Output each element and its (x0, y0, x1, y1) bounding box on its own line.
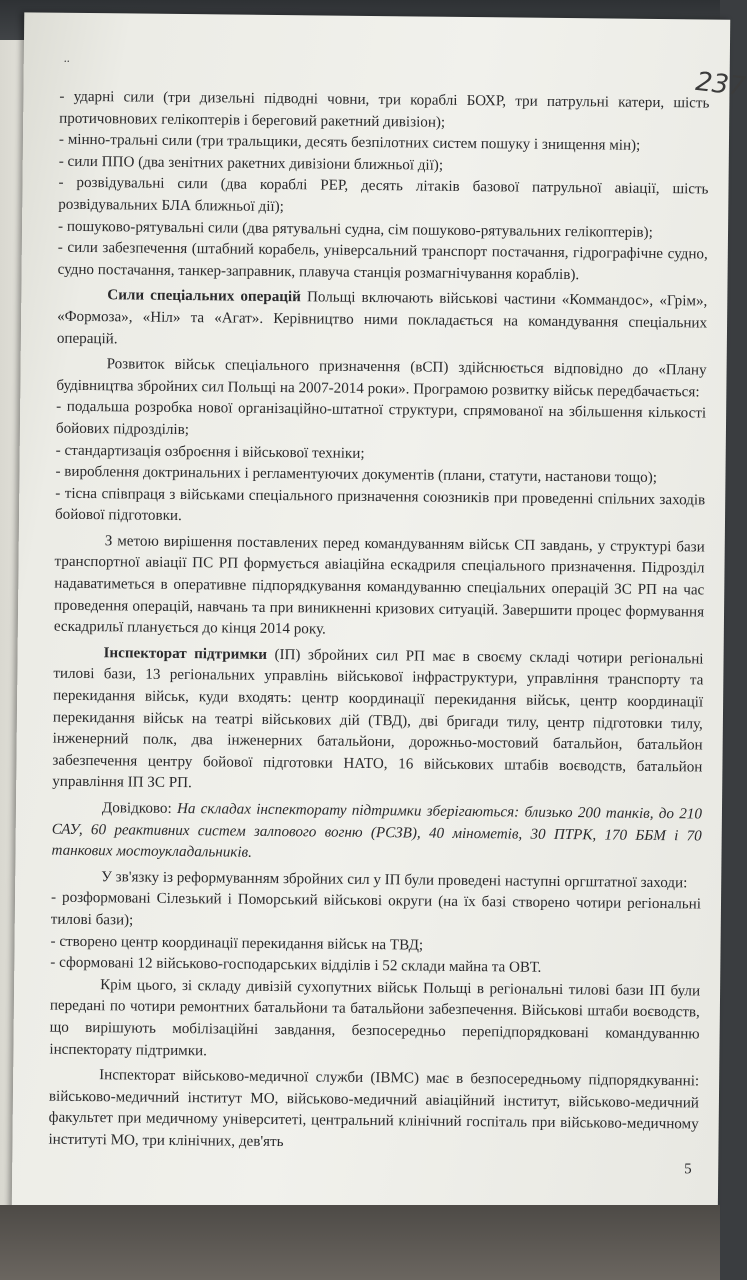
paragraph: - подальша розробка нової організаційно-штатної структури, спрямованої на збільшення кількості бойових підрозділів; (55, 399, 707, 438)
paragraph: - сформовані 12 військово-господарських відділів і 52 склади майна та ОВТ. (50, 954, 542, 976)
paragraph-special-ops (57, 285, 708, 357)
handwritten-page-number: 237 (694, 66, 747, 103)
document-page (12, 12, 747, 1219)
top-mark: .. (63, 50, 70, 65)
paragraph: - вироблення доктринальних і регламентуючих документів (плани, статути, настанови тощо); (55, 463, 658, 487)
paragraph: - створено центр координації перекидання військ на ТВД; (50, 933, 424, 954)
desk-background-bottom (0, 1205, 720, 1280)
paragraph: - пошуково-рятувальні сили (два рятувальні судна, сім пошуково-рятувальних гелікоптерів); (57, 218, 653, 241)
paragraph: У зв'язку із реформуванням збройних сил у ІП були проведені наступні оргштатної заходи: (101, 868, 688, 892)
paragraph-reference-note (51, 798, 702, 870)
paragraph: - розвідувальні сили (два кораблі РЕР, десять літаків базової патрульної авіації, шість розвідувальних БЛА ближньої дії); (58, 175, 709, 216)
paragraph: - сили ППО (два зенітних ракетних дивізіони ближньої дії); (58, 153, 444, 174)
page-body (48, 87, 709, 1158)
paragraph: Крім цього, зі складу дивізій сухопутних військ Польщі в регіональні тилові бази ІП були передані по чотири ремонтних батальйони та батальйони забезпечення. Військові штаби воєводств, що вирішують мобілізаційні завдання, безпосередньо перепідпорядковані командуванню інспекторату підтримки. (49, 976, 701, 1059)
page-number: 5 (684, 1161, 692, 1178)
paragraph-support-inspectorate (52, 643, 704, 801)
bold-heading: Інспекторат підтримки (103, 645, 268, 663)
paragraph: - ударні сили (три дизельні підводні човни, три кораблі БОХР, три патрульні катери, шість протичовнових гелікоптерів і береговий ракетний дивізіон); (59, 88, 710, 131)
paragraph-text: Польщі включають військові частини «Коммандос», «Грім», «Формоза», «Ніл» та «Агат». Керівництво ними покладається на командування спеціальних операцій. (56, 289, 708, 347)
paragraph: - мінно-тральні сили (три тральщики, десять безпілотних систем пошуку і знищення мін); (58, 131, 641, 154)
reference-text: На складах інспекторату підтримки зберігаються: близько 200 танків, до 210 САУ, 60 реактивних систем залпового вогню (РСЗВ), 40 мінометів, 30 ПТРК, 170 ББМ і 70 танкових мостоукладальників. (51, 800, 703, 861)
paragraph-text: (ІП) збройних сил РП має в своєму складі чотири регіональні тилові бази, 13 регіональних управлінь військової інфраструктури, управління транспорту та перекидання військ, куди входять: центр координації перекидання військ, центр координації перекидання військ на театрі військових дій (ТВД), дві бригади тилу, центр підготовки тилу, інженерний полк, два інженерних батальйони, дорожньо-мостовий батальйон, батальйон забезпечення центру бойової підготовки НАТО, 16 військових штабів воєводств, батальйон управління ІП ЗС РП. (52, 646, 704, 792)
paragraph: Розвиток військ спеціального призначення (вСП) здійснюється відповідно до «Плану будівництва збройних сил Польщі на 2007-2014 роки». Програмою розвитку військ передбачається: (56, 356, 707, 401)
paragraph: - розформовані Сілезький і Поморський військові округи (на їх базі створено чотири регіональні тилові бази); (50, 890, 702, 929)
paragraph: З метою вирішення поставлених перед командуванням військ СП завдань, у структурі бази транспортної авіації ПС РП формується авіаційна ескадриля спеціального призначення. Підрозділ надаватиметься в оперативне підпорядкування командуванню спеціальних операцій ЗС РП на час проведення операцій, навчань та при виникненні кризових ситуацій. Завершити процес формування ескадрильї планується до кінця 2014 року. (53, 533, 705, 638)
paragraph: - сили забезпечення (штабний корабель, універсальний транспорт постачання, гідрографічне судно, судно постачання, танкер-заправник, плавуча станція розмагнічування кораблів). (57, 239, 708, 283)
bold-heading: Сили спеціальних операцій (107, 287, 301, 306)
reference-label: Довідково: (101, 800, 178, 817)
paragraph: - тісна співпраця з військами спеціального призначення союзників при проведенні спільних заходів бойової підготовки. (54, 485, 706, 525)
paragraph: - стандартизація озброєння і військової техніки; (55, 442, 365, 462)
paragraph: Інспекторат військово-медичної служби (ІВМС) має в безпосередньому підпорядкуванні: військово-медичний інститут МО, військово-медичний авіаційний інститут, військово-медичний факультет при медичному університеті, центральний клінічний госпіталь при військово-медичному інституті МО, три клінічних, дев'ять (48, 1067, 700, 1151)
